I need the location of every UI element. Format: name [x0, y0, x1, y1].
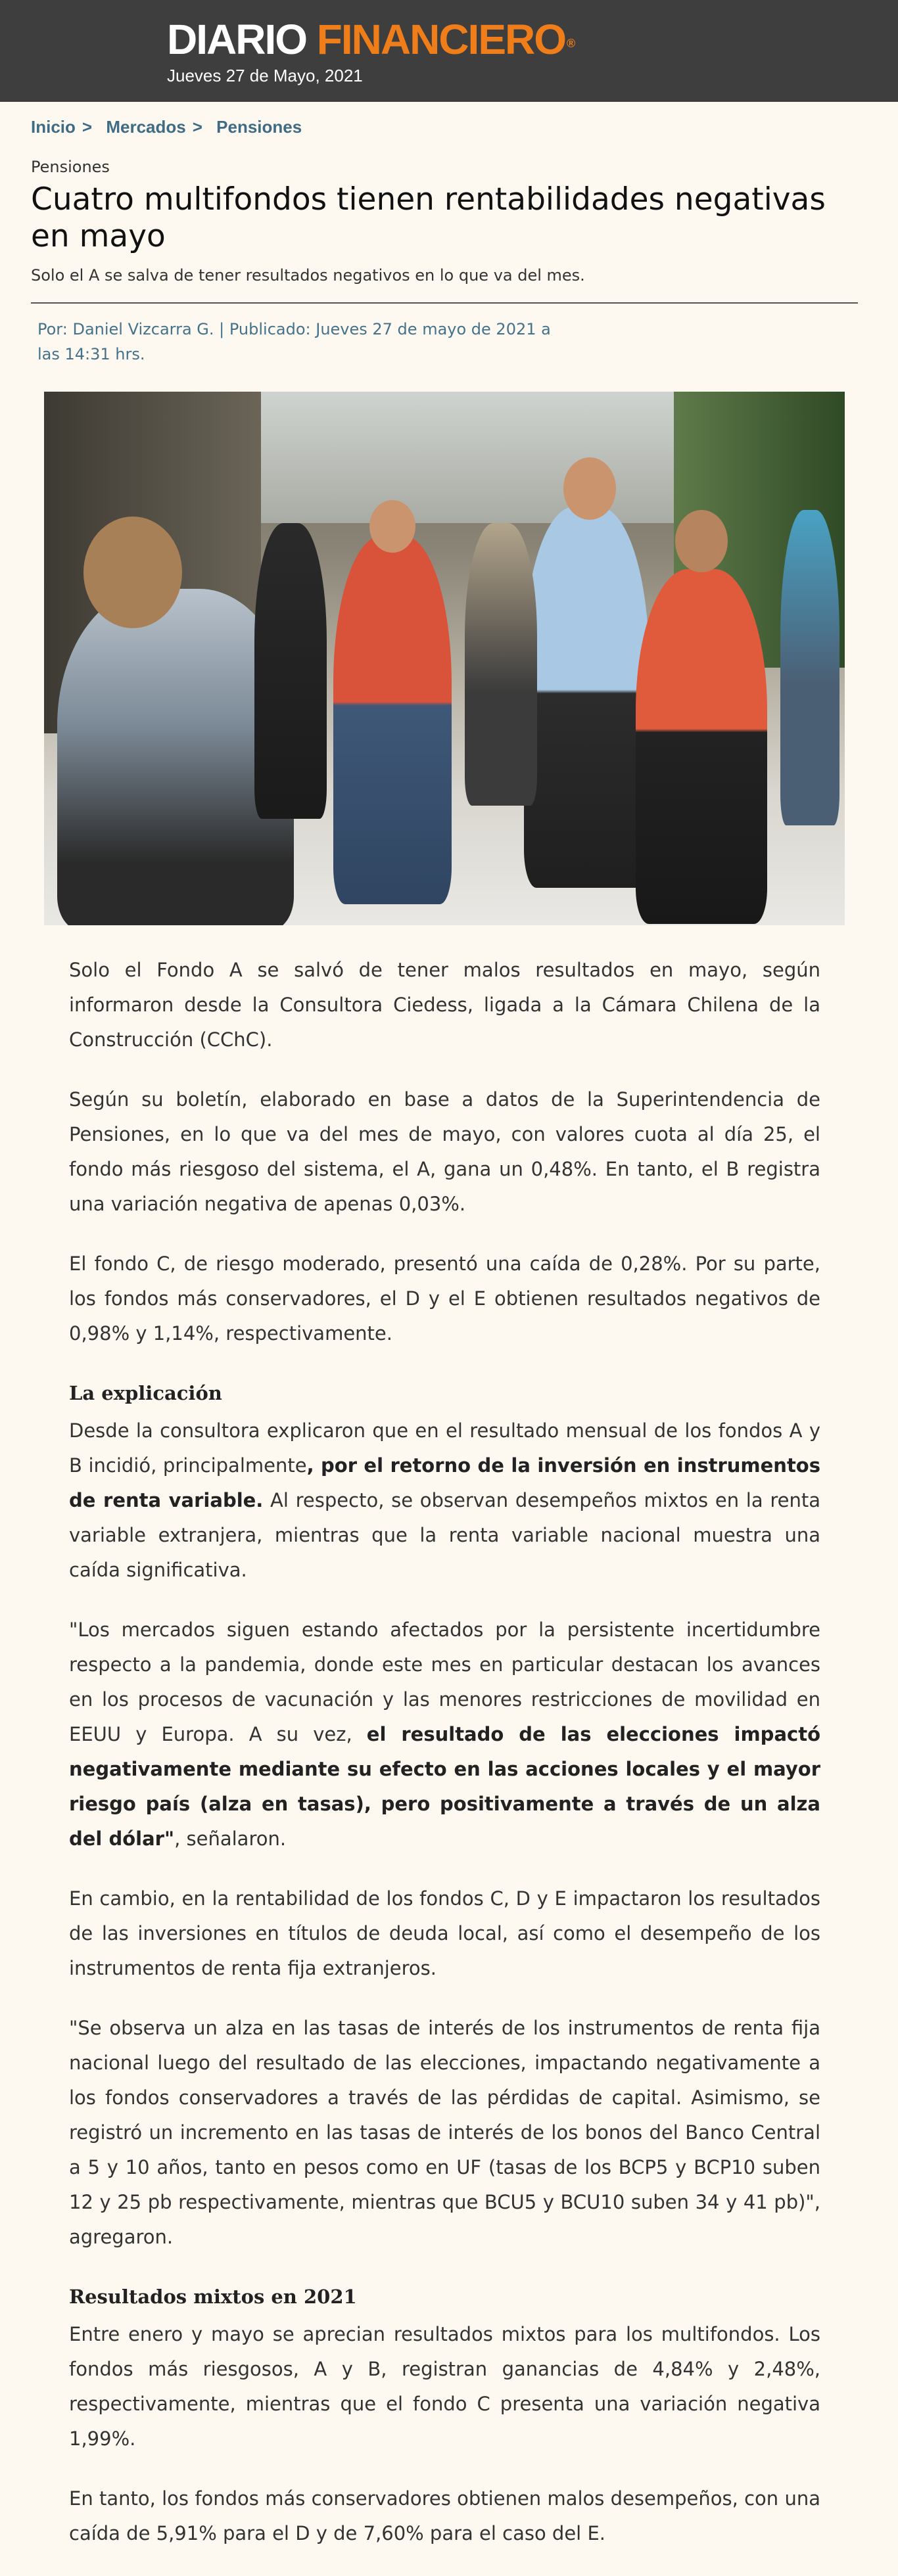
photo-person-orange-top [636, 569, 767, 924]
breadcrumb-link-mercados[interactable]: Mercados [106, 117, 186, 137]
article-byline: Por: Daniel Vizcarra G. | Publicado: Jueves 27 de mayo de 2021 a las 14:31 hrs. [37, 320, 551, 363]
emphasis-text: el resultado de las elecciones impactó negativamente mediante su efecto en las acciones locales y el mayor riesgo país (alza en tasas), pero positivamente a través de un alza del dólar" [69, 1723, 820, 1850]
text-segment: Al respecto, se observan desempeños mixtos en la renta variable extranjera, mientras que la renta variable nacional muestra una caída significativa. [69, 1489, 820, 1581]
section-heading-explicacion: La explicación [69, 1382, 222, 1404]
article-subtitle: Solo el A se salva de tener resultados negativos en lo que va del mes. [31, 266, 585, 285]
article-title: Cuatro multifondos tienen rentabilidades negativas en mayo [31, 181, 826, 254]
section-label: Pensiones [31, 158, 110, 176]
section-heading-resultados: Resultados mixtos en 2021 [69, 2286, 357, 2308]
photo-person-background [254, 523, 327, 819]
registered-mark: ® [567, 37, 575, 50]
article-paragraph: "Se observa un alza en las tasas de interés de los instrumentos de renta fija nacional luego del resultado de las elecciones, impactando negativamente a los fondos conservadores a través de las pérdidas de capital. Asimismo, se registró un incremento en las tasas de interés de los bonos del Banco Central a 5 y 10 años, tanto en pesos como en UF (tasas de los BCP5 y BCP10 suben 12 y 25 pb respectivamente, mientras que BCU5 y BCU10 suben 34 y 41 pb)", agregaron. [69, 2017, 820, 2248]
article-paragraph: Según su boletín, elaborado en base a datos de la Superintendencia de Pensiones, en lo que va del mes de mayo, con valores cuota al día 25, el fondo más riesgoso del sistema, el A, gana un 0,48%. En tanto, el B registra una variación negativa de apenas 0,03%. [69, 1088, 820, 1215]
photo-person-head [675, 510, 728, 572]
article-paragraph: En cambio, en la rentabilidad de los fondos C, D y E impactaron los resultados de las inversiones en títulos de deuda local, así como el desempeño de los instrumentos de renta fija extranjeros. [69, 1887, 820, 1979]
text-segment: "Los mercados siguen estando afectados por la persistente incertidumbre respecto a la pandemia, donde este mes en particular destacan los avances en los procesos de vacunación y las menores restricciones de movilidad en EEUU y Europa. A su vez, [69, 1619, 820, 1745]
text-segment: , señalaron. [174, 1828, 287, 1850]
article-paragraph: En tanto, los fondos más conservadores obtienen malos desempeños, con una caída de 5,91% para el D y de 7,60% para el caso del E. [69, 2487, 820, 2544]
breadcrumb [31, 117, 302, 137]
article-paragraph: El fondo C, de riesgo moderado, presentó una caída de 0,28%. Por su parte, los fondos más conservadores, el D y el E obtienen resultados negativos de 0,98% y 1,14%, respectivamente. [69, 1253, 820, 1345]
article-body [69, 953, 820, 2576]
photo-person-head [83, 517, 182, 628]
text-segment: Desde la consultora explicaron que en el resultado mensual de los fondos A y B incidió, principalmente [69, 1419, 820, 1477]
article-paragraph [69, 1414, 820, 1588]
brand-logo[interactable] [167, 17, 574, 62]
brand-word-financiero: FINANCIERO [316, 16, 565, 63]
breadcrumb-link-pensiones[interactable]: Pensiones [216, 117, 302, 137]
masthead-date: Jueves 27 de Mayo, 2021 [167, 66, 363, 85]
brand-word-diario: DIARIO [167, 16, 306, 63]
photo-person-background [465, 523, 537, 806]
emphasis-text: , por el retorno de la inversión en instrumentos de renta variable. [69, 1454, 820, 1511]
photo-person-head [369, 500, 415, 553]
photo-person-head [563, 457, 616, 520]
article-paragraph [69, 1613, 820, 1856]
masthead [0, 0, 898, 102]
article-paragraph: Solo el Fondo A se salvó de tener malos resultados en mayo, según informaron desde la Consultora Ciedess, ligada a la Cámara Chilena de la Construcción (CChC). [69, 959, 820, 1051]
article-photo [44, 392, 845, 925]
breadcrumb-link-inicio[interactable]: Inicio [31, 117, 76, 137]
photo-person-background [780, 510, 839, 825]
breadcrumb-separator: > [82, 117, 93, 137]
breadcrumb-separator: > [192, 117, 202, 137]
photo-person-light-blue-shirt [524, 507, 649, 888]
article-paragraph: Entre enero y mayo se aprecian resultados mixtos para los multifondos. Los fondos más riesgosos, A y B, registran ganancias de 4,84% y 2,48%, respectivamente, mientras que el fondo C presenta una variación negativa 1,99%. [69, 2323, 820, 2450]
divider [31, 302, 858, 304]
photo-person-red-shirt [333, 536, 452, 904]
